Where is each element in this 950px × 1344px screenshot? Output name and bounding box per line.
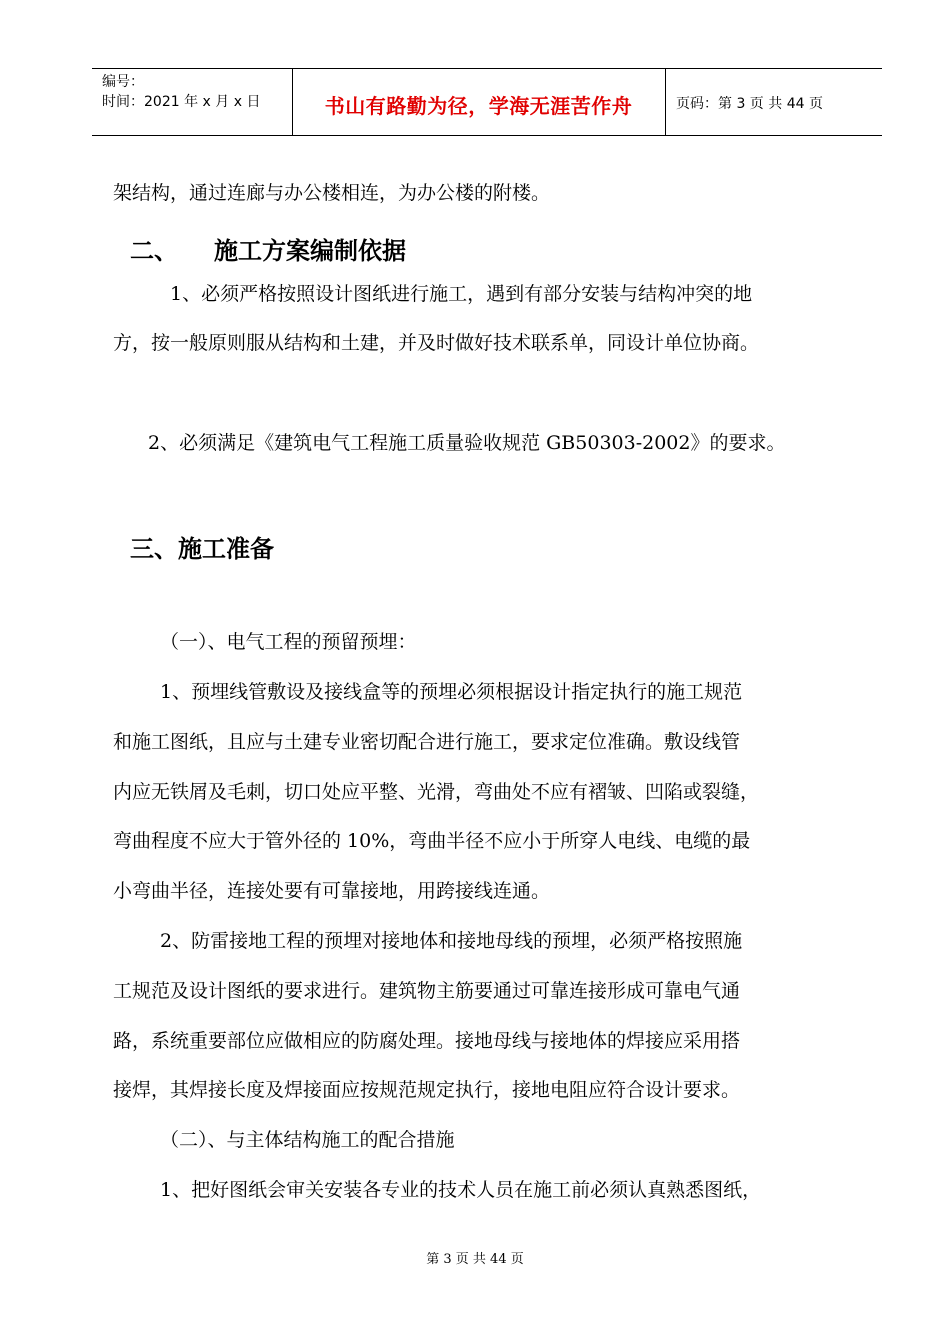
header-page-info: 页码：第 3 页 共 44 页 bbox=[676, 96, 823, 112]
paragraph-line: 2、必须满足《建筑电气工程施工质量验收规范 GB50303-2002》的要求。 bbox=[148, 432, 786, 454]
section-heading: 三、施工准备 bbox=[130, 535, 274, 563]
paragraph-line: 1、把好图纸会审关安装各专业的技术人员在施工前必须认真熟悉图纸， bbox=[160, 1179, 762, 1201]
document-number-label: 编号： bbox=[102, 74, 144, 90]
paragraph-line: 架结构，通过连廊与办公楼相连，为办公楼的附楼。 bbox=[113, 182, 551, 204]
paragraph-line: 2、防雷接地工程的预埋对接地体和接地母线的预埋，必须严格按照施 bbox=[160, 930, 743, 952]
section-heading-number: 二、 bbox=[130, 237, 178, 265]
document-date: 时间：2021 年 x 月 x 日 bbox=[102, 94, 261, 110]
header-divider bbox=[665, 68, 666, 136]
header-motto: 书山有路勤为径，学海无涯苦作舟 bbox=[324, 94, 633, 118]
paragraph-line: 弯曲程度不应大于管外径的 10%，弯曲半径不应小于所穿人电线、电缆的最 bbox=[113, 830, 751, 852]
header-bottom-rule bbox=[92, 135, 882, 136]
paragraph-line: 接焊，其焊接长度及焊接面应按规范规定执行，接地电阻应符合设计要求。 bbox=[113, 1079, 741, 1101]
paragraph-line: 1、预埋线管敷设及接线盒等的预埋必须根据设计指定执行的施工规范 bbox=[160, 681, 743, 703]
header-top-rule bbox=[92, 68, 882, 69]
paragraph-line: 内应无铁屑及毛刺，切口处应平整、光滑，弯曲处不应有褶皱、凹陷或裂缝， bbox=[113, 781, 760, 803]
paragraph-line: 工规范及设计图纸的要求进行。建筑物主筋要通过可靠连接形成可靠电气通 bbox=[113, 980, 741, 1002]
paragraph-line: 小弯曲半径，连接处要有可靠接地，用跨接线连通。 bbox=[113, 880, 551, 902]
page-footer: 第 3 页 共 44 页 bbox=[426, 1252, 524, 1267]
section-heading: 施工方案编制依据 bbox=[214, 237, 406, 265]
paragraph-line: 和施工图纸，且应与土建专业密切配合进行施工，要求定位准确。敷设线管 bbox=[113, 731, 741, 753]
paragraph-line: 方，按一般原则服从结构和土建，并及时做好技术联系单，同设计单位协商。 bbox=[113, 332, 760, 354]
subsection-heading: （一）、电气工程的预留预埋： bbox=[160, 631, 417, 653]
subsection-heading: （二）、与主体结构施工的配合措施 bbox=[160, 1129, 455, 1151]
paragraph-line: 1、必须严格按照设计图纸进行施工，遇到有部分安装与结构冲突的地 bbox=[170, 283, 753, 305]
header-meta bbox=[102, 72, 260, 112]
paragraph-line: 路，系统重要部位应做相应的防腐处理。接地母线与接地体的焊接应采用搭 bbox=[113, 1030, 741, 1052]
page-header bbox=[92, 68, 882, 136]
